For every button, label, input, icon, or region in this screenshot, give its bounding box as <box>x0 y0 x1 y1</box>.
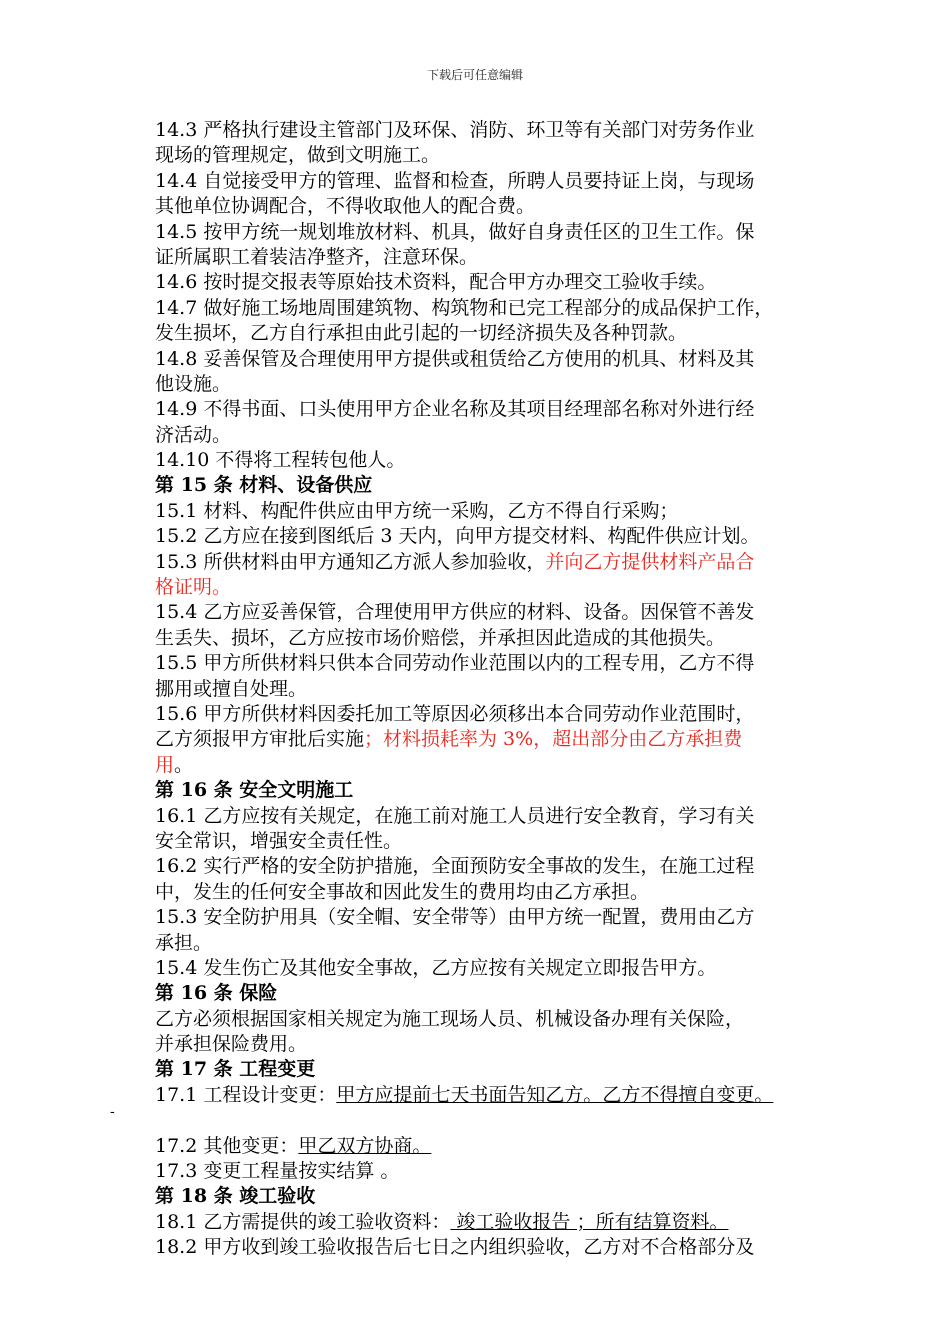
line-text: 16.2 实行严格的安全防护措施，全面预防安全事故的发生，在施工过程 <box>155 855 755 878</box>
highlighted-text: 并向乙方提供材料产品合 <box>545 550 755 573</box>
line-text: 乙方必须根据国家相关规定为施工现场人员、机械设备办理有关保险， <box>155 1007 745 1030</box>
line-text: 18.2 甲方收到竣工验收报告后七日之内组织验收，乙方对不合格部分及 <box>155 1236 755 1259</box>
text-line <box>155 1159 855 1184</box>
text-line <box>155 956 855 981</box>
line-text: 他设施。 <box>155 372 232 395</box>
text-line <box>155 423 855 448</box>
text-line <box>155 550 855 575</box>
section-heading <box>155 473 855 498</box>
line-text: 第 16 条 安全文明施工 <box>155 779 354 802</box>
text-line <box>155 1108 855 1133</box>
text-line <box>155 905 855 930</box>
text-line <box>155 321 855 346</box>
line-text: 其他单位协调配合，不得收取他人的配合费。 <box>155 195 536 218</box>
line-text: 17.1 工程设计变更： <box>155 1083 337 1106</box>
line-text: 17.2 其他变更： <box>155 1134 299 1157</box>
text-line <box>155 651 855 676</box>
text-line <box>155 753 855 778</box>
line-text: 14.10 不得将工程转包他人。 <box>155 449 406 472</box>
text-line <box>155 499 855 524</box>
line-text: 现场的管理规定，做到文明施工。 <box>155 144 441 167</box>
text-line <box>155 1007 855 1032</box>
text-line <box>155 1083 855 1108</box>
text-line <box>155 169 855 194</box>
text-line <box>155 626 855 651</box>
page-header: 下载后可任意编辑 <box>426 68 523 82</box>
text-line <box>155 270 855 295</box>
stray-dash: - <box>110 1104 115 1120</box>
line-text: 14.8 妥善保管及合理使用甲方提供或租赁给乙方使用的机具、材料及其 <box>155 347 755 370</box>
text-line <box>155 880 855 905</box>
underlined-text: 甲方应提前七天书面告知乙方。乙方不得擅自变更。 <box>336 1083 774 1106</box>
line-text: 。 <box>174 753 194 776</box>
line-text: 15.2 乙方应在接到图纸后 3 天内，向甲方提交材料、构配件供应计划。 <box>155 525 760 548</box>
line-text: 15.6 甲方所供材料因委托加工等原因必须移出本合同劳动作业范围时， <box>155 702 755 725</box>
line-text: 并承担保险费用。 <box>155 1033 308 1056</box>
line-text: 15.4 发生伤亡及其他安全事故，乙方应按有关规定立即报告甲方。 <box>155 956 717 979</box>
line-text: 15.3 所供材料由甲方通知乙方派人参加验收， <box>155 550 546 573</box>
line-text: 14.5 按甲方统一规划堆放材料、机具，做好自身责任区的卫生工作。保 <box>155 220 755 243</box>
line-text: 济活动。 <box>155 423 232 446</box>
highlighted-text: 用 <box>155 753 175 776</box>
line-text: 证所属职工着装洁净整齐，注意环保。 <box>155 245 479 268</box>
text-line <box>155 854 855 879</box>
line-text: 安全常识，增强安全责任性。 <box>155 829 403 852</box>
text-line <box>155 372 855 397</box>
text-line <box>155 1210 855 1235</box>
line-text: 挪用或擅自处理。 <box>155 677 308 700</box>
underlined-text: 甲乙双方协商。 <box>298 1134 432 1157</box>
section-heading <box>155 1184 855 1209</box>
text-line <box>155 397 855 422</box>
text-line <box>155 347 855 372</box>
line-text: 乙方须报甲方审批后实施 <box>155 728 365 751</box>
line-text: 14.6 按时提交报表等原始技术资料，配合甲方办理交工验收手续。 <box>155 271 717 294</box>
text-line <box>155 296 855 321</box>
text-line <box>155 931 855 956</box>
line-text: 16.1 乙方应按有关规定，在施工前对施工人员进行安全教育，学习有关 <box>155 804 755 827</box>
text-line <box>155 829 855 854</box>
line-text: 承担。 <box>155 931 213 954</box>
text-line <box>155 677 855 702</box>
line-text: 第 16 条 保险 <box>155 982 278 1005</box>
line-text: 14.3 严格执行建设主管部门及环保、消防、环卫等有关部门对劳务作业 <box>155 119 755 141</box>
highlighted-text: 格证明。 <box>155 576 232 599</box>
line-text: 15.3 安全防护用具（安全帽、安全带等）由甲方统一配置，费用由乙方 <box>155 906 755 929</box>
line-text: 15.5 甲方所供材料只供本合同劳动作业范围以内的工程专用，乙方不得 <box>155 652 755 675</box>
line-text: 中，发生的任何安全事故和因此发生的费用均由乙方承担。 <box>155 880 650 903</box>
line-text: 第 18 条 竣工验收 <box>155 1185 316 1208</box>
text-line <box>155 448 855 473</box>
text-line <box>155 143 855 168</box>
line-text: 17.3 变更工程量按实结算 。 <box>155 1160 400 1183</box>
text-line <box>155 245 855 270</box>
text-line <box>155 118 855 143</box>
text-line <box>155 1134 855 1159</box>
line-text: 15.4 乙方应妥善保管，合理使用甲方供应的材料、设备。因保管不善发 <box>155 601 755 624</box>
highlighted-text: ；材料损耗率为 3%，超出部分由乙方承担费 <box>364 728 743 751</box>
line-text: 14.4 自觉接受甲方的管理、监督和检查，所聘人员要持证上岗，与现场 <box>155 169 755 192</box>
text-line <box>155 575 855 600</box>
line-text: 15.1 材料、构配件供应由甲方统一采购，乙方不得自行采购； <box>155 499 679 522</box>
line-text: 18.1 乙方需提供的竣工验收资料： <box>155 1210 451 1233</box>
text-line <box>155 1235 855 1260</box>
text-line <box>155 1032 855 1057</box>
text-line <box>155 702 855 727</box>
text-line <box>155 804 855 829</box>
text-line <box>155 524 855 549</box>
line-text: 发生损坏，乙方自行承担由此引起的一切经济损失及各种罚款。 <box>155 322 688 345</box>
section-heading <box>155 1057 855 1082</box>
line-text: 第 15 条 材料、设备供应 <box>155 474 373 497</box>
line-text: 生丢失、损坏，乙方应按市场价赔偿，并承担因此造成的其他损失。 <box>155 626 726 649</box>
underlined-text: 竣工验收报告 ；所有结算资料。 <box>450 1210 729 1233</box>
text-line <box>155 727 855 752</box>
text-line <box>155 600 855 625</box>
text-line <box>155 220 855 245</box>
line-text: 14.9 不得书面、口头使用甲方企业名称及其项目经理部名称对外进行经 <box>155 398 755 421</box>
section-heading <box>155 778 855 803</box>
line-text: 第 17 条 工程变更 <box>155 1058 316 1081</box>
text-line <box>155 194 855 219</box>
line-text: 14.7 做好施工场地周围建筑物、构筑物和已完工程部分的成品保护工作， <box>155 296 774 319</box>
document-body <box>155 118 855 1261</box>
section-heading <box>155 981 855 1006</box>
